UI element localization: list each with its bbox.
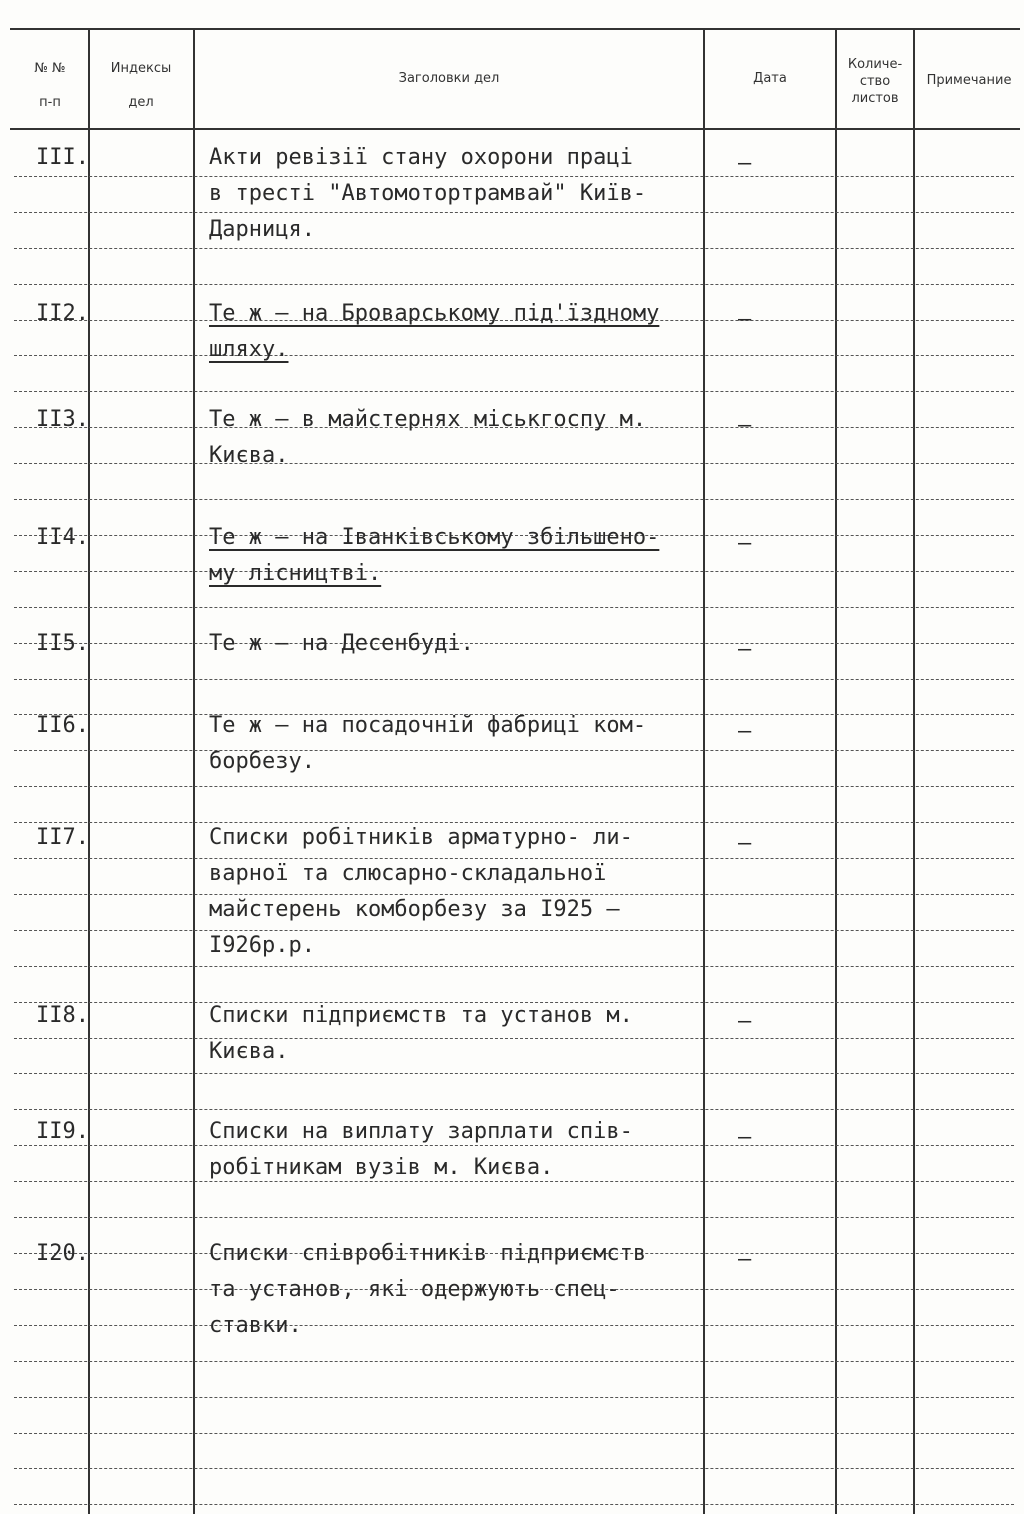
ruled-line (14, 966, 1014, 967)
column-divider-index (88, 30, 90, 1514)
row-date: – (738, 151, 752, 176)
ruled-line (14, 1468, 1014, 1469)
title-line: робітникам вузів м. Києва. (209, 1155, 554, 1180)
title-line: Списки робітників арматурно- ли- (209, 825, 633, 850)
header-title: Заголовки дел (398, 71, 500, 86)
title-line: борбезу. (209, 749, 315, 774)
row-title (209, 140, 709, 248)
row-date: – (738, 637, 752, 662)
ruled-line (14, 1504, 1014, 1505)
title-line: Те ж – в майстернях міськгоспу м. (209, 407, 647, 432)
row-title (209, 998, 709, 1070)
title-line: Те ж – на посадочній фабриці ком- (209, 713, 647, 738)
title-line: шляху. (209, 337, 289, 362)
row-number: II5. (36, 631, 89, 656)
header-index: Индексы дел (110, 61, 172, 110)
row-title (209, 520, 709, 592)
header-bottom-border (10, 128, 1020, 130)
row-number: II7. (36, 825, 89, 850)
row-number: I20. (36, 1241, 89, 1266)
row-number: II3. (36, 407, 89, 432)
column-divider-title (193, 30, 195, 1514)
title-line: Києва. (209, 1039, 289, 1064)
title-line: Те ж – на Десенбуді. (209, 631, 474, 656)
row-date: – (738, 1009, 752, 1034)
ruled-line (14, 607, 1014, 608)
title-line: Те ж – на Іванківському збільшено- (209, 525, 660, 550)
ruled-line (14, 248, 1014, 249)
title-line: та установ, які одержують спец- (209, 1277, 620, 1302)
ruled-line (14, 391, 1014, 392)
row-title (209, 820, 709, 964)
ruled-line (14, 284, 1014, 285)
row-title (209, 626, 709, 662)
ruled-line (14, 1433, 1014, 1434)
header-num: № № п-п (34, 61, 66, 110)
row-title (209, 296, 709, 368)
header-date: Дата (753, 71, 787, 86)
row-title (209, 402, 709, 474)
title-line: в тресті "Автомотортрамвай" Київ- (209, 181, 647, 206)
row-number: II8. (36, 1003, 89, 1028)
header-sheets: Количе- ство листов (847, 57, 903, 106)
row-number: II2. (36, 301, 89, 326)
ruled-line (14, 1109, 1014, 1110)
column-divider-sheets (835, 30, 837, 1514)
column-divider-note (913, 30, 915, 1514)
row-title (209, 1114, 709, 1186)
row-date: – (738, 531, 752, 556)
row-date: – (738, 831, 752, 856)
title-line: I926р.р. (209, 933, 315, 958)
row-date: – (738, 1247, 752, 1272)
row-date: – (738, 413, 752, 438)
title-line: Те ж – на Броварському під'їздному (209, 301, 660, 326)
title-line: Акти ревізії стану охорони праці (209, 145, 633, 170)
title-line: Списки співробітників підприємств (209, 1241, 647, 1266)
row-date: – (738, 1125, 752, 1150)
ruled-line (14, 499, 1014, 500)
ruled-line (14, 786, 1014, 787)
ruled-line (14, 679, 1014, 680)
title-line: ставки. (209, 1313, 302, 1338)
title-line: Списки підприємств та установ м. (209, 1003, 633, 1028)
ruled-line (14, 1397, 1014, 1398)
title-line: Києва. (209, 443, 289, 468)
row-title (209, 1236, 709, 1344)
title-line: варної та слюсарно-складальної (209, 861, 607, 886)
header-note: Примечание (926, 73, 1012, 88)
ruled-line (14, 1361, 1014, 1362)
row-number: II4. (36, 525, 89, 550)
title-line: майстерень комборбезу за I925 – (209, 897, 620, 922)
row-date: – (738, 719, 752, 744)
title-line: Списки на виплату зарплати спів- (209, 1119, 633, 1144)
row-number: III. (36, 145, 89, 170)
top-border (10, 28, 1020, 30)
ruled-line (14, 1217, 1014, 1218)
row-number: II6. (36, 713, 89, 738)
title-line: му лісництві. (209, 561, 382, 586)
title-line: Дарниця. (209, 217, 315, 242)
row-title (209, 708, 709, 780)
row-date: – (738, 307, 752, 332)
ruled-line (14, 1073, 1014, 1074)
row-number: II9. (36, 1119, 89, 1144)
